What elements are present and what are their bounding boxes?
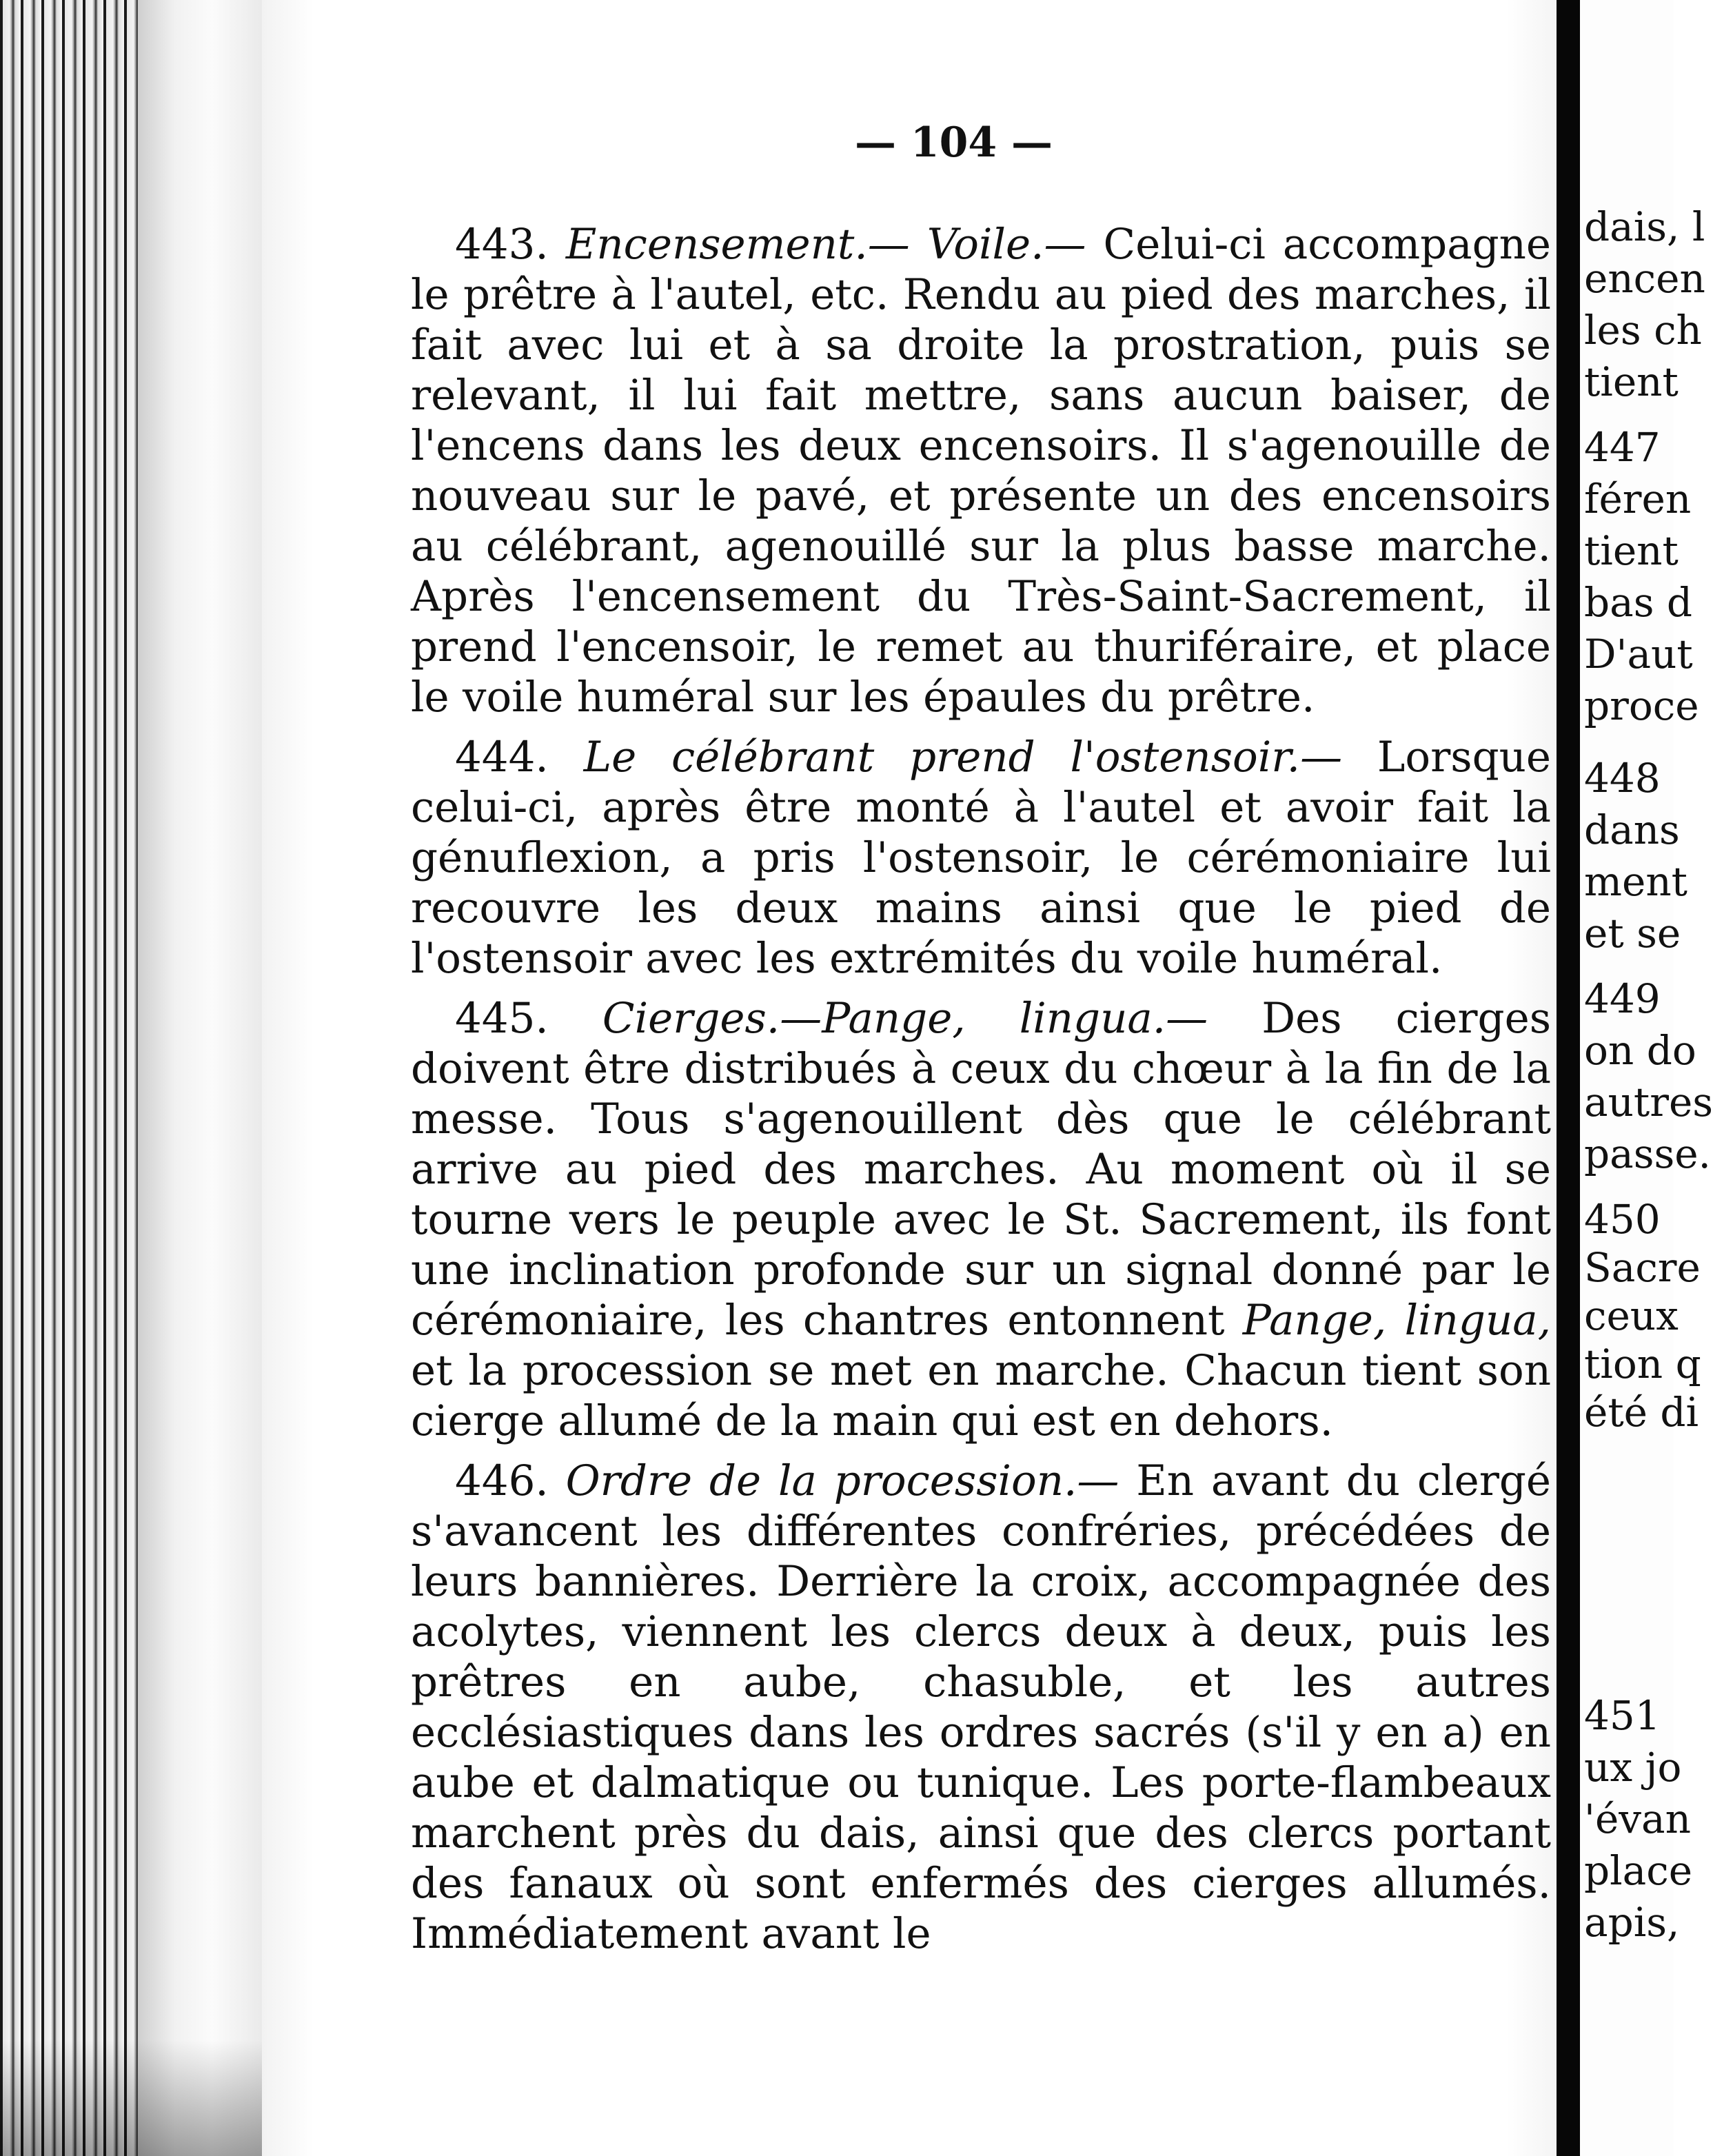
adjacent-page-text: D'aut [1584, 631, 1693, 678]
adjacent-page-text: les ch [1584, 307, 1702, 354]
adjacent-page-text: on do [1584, 1027, 1696, 1074]
paragraph-title: Cierges.—Pange, lingua.— [602, 994, 1208, 1043]
page-edge-highlight [138, 0, 262, 2156]
paragraph-445 [411, 993, 1551, 1446]
paragraph-number: 445. [455, 994, 549, 1043]
adjacent-page-text: 'évan [1584, 1796, 1691, 1842]
paragraph-title: Encensement.— Voile.— [565, 220, 1086, 269]
paragraph-444 [411, 732, 1551, 984]
paragraph-title: Ordre de la procession.— [565, 1456, 1119, 1505]
paragraph-446 [411, 1456, 1551, 1959]
adjacent-page-text: été di [1584, 1389, 1699, 1436]
paragraph-number: 443. [455, 220, 549, 269]
adjacent-page-text: autres [1584, 1079, 1713, 1126]
paragraph-body: Celui-ci accompagne le prêtre à l'autel, etc. Rendu au pied des marches, il fait avec lui et à sa droite la prostration, puis se relevant, il lui fait mettre, sans aucun baiser, de l'encens dans les deux encensoirs. Il s'agenouille de nouveau sur le pavé, et présente un des encensoirs au célébrant, agenouillé sur la plus basse marche. Après l'encensement du Très-Saint-Sacrement, il prend l'encensoir, le remet au thuriféraire, et place le voile huméral sur les épaules du prêtre. [411, 220, 1552, 722]
paragraph-body: Lorsque celui-ci, après être monté à l'autel et avoir fait la génuflexion, a pris l'ostensoir, le cérémoniaire lui recouvre les deux mains ainsi que le pied de l'ostensoir avec les extrémités du voile huméral. [411, 733, 1552, 983]
adjacent-page-text: dans [1584, 806, 1680, 853]
adjacent-page-text: encen [1584, 255, 1705, 302]
paragraph-body: En avant du clergé s'avancent les différentes confréries, précédées de leurs bannières. Derrière la croix, accompagnée des acolytes, viennent les clercs deux à deux, puis les prêtres en aube, chasuble, et les autres ecclésiastiques dans les ordres sacrés (s'il y en a) en aube et dalmatique ou tunique. Les porte-flambeaux marchent près du dais, ainsi que des clercs portant des fanaux où sont enfermés des cierges allumés. Immédiatement avant le [411, 1456, 1552, 1958]
paragraph-number: 446. [455, 1456, 549, 1505]
adjacent-page-text: apis, [1584, 1899, 1680, 1946]
page-text [411, 219, 1551, 1959]
adjacent-page-text: bas d [1584, 579, 1693, 626]
adjacent-page-text: féren [1584, 476, 1692, 522]
adjacent-page-text: et se [1584, 910, 1681, 957]
adjacent-page-text: Sacre [1584, 1244, 1701, 1291]
adjacent-page-text: 447 [1584, 424, 1661, 471]
adjacent-page-text: ux jo [1584, 1744, 1682, 1791]
adjacent-page-text: passe. [1584, 1130, 1711, 1177]
adjacent-page-text: tient [1584, 358, 1679, 405]
paragraph-number: 444. [455, 733, 549, 782]
adjacent-page-text: 449 [1584, 975, 1661, 1022]
page-edge-shadow [0, 2040, 262, 2156]
paragraph-443 [411, 219, 1551, 722]
adjacent-page-text: proce [1584, 682, 1699, 729]
paragraph-title: Le célébrant prend l'ostensoir.— [583, 733, 1343, 782]
adjacent-page-text: tient [1584, 527, 1679, 574]
adjacent-page-text: ceux [1584, 1292, 1679, 1339]
adjacent-page-text: dais, l [1584, 203, 1705, 250]
adjacent-page-fragment [1580, 0, 1713, 2156]
paragraph-body: Des cierges doivent être distribués à ceux du chœur à la fin de la messe. Tous s'agenouillent dès que le célébrant arrive au pied des marches. Au moment où il se tourne vers le peuple avec le St. Sacrement, ils font une inclination profonde sur un signal donné par le cérémoniaire, les chantres entonnent [411, 994, 1551, 1345]
adjacent-page-text: 448 [1584, 755, 1661, 802]
book-gutter [1557, 0, 1580, 2156]
page-number: — 104 — [855, 119, 1053, 167]
paragraph-body: et la procession se met en marche. Chacun tient son cierge allumé de la main qui est en dehors. [411, 1346, 1551, 1445]
adjacent-page-text: 451 [1584, 1692, 1661, 1739]
book-page-edges [0, 0, 262, 2156]
paragraph-body-italic: Pange, lingua, [1242, 1296, 1551, 1345]
adjacent-page-text: ment [1584, 858, 1687, 905]
adjacent-page-text: tion q [1584, 1341, 1701, 1387]
adjacent-page-text: 450 [1584, 1196, 1661, 1243]
adjacent-page-text: place [1584, 1847, 1693, 1894]
